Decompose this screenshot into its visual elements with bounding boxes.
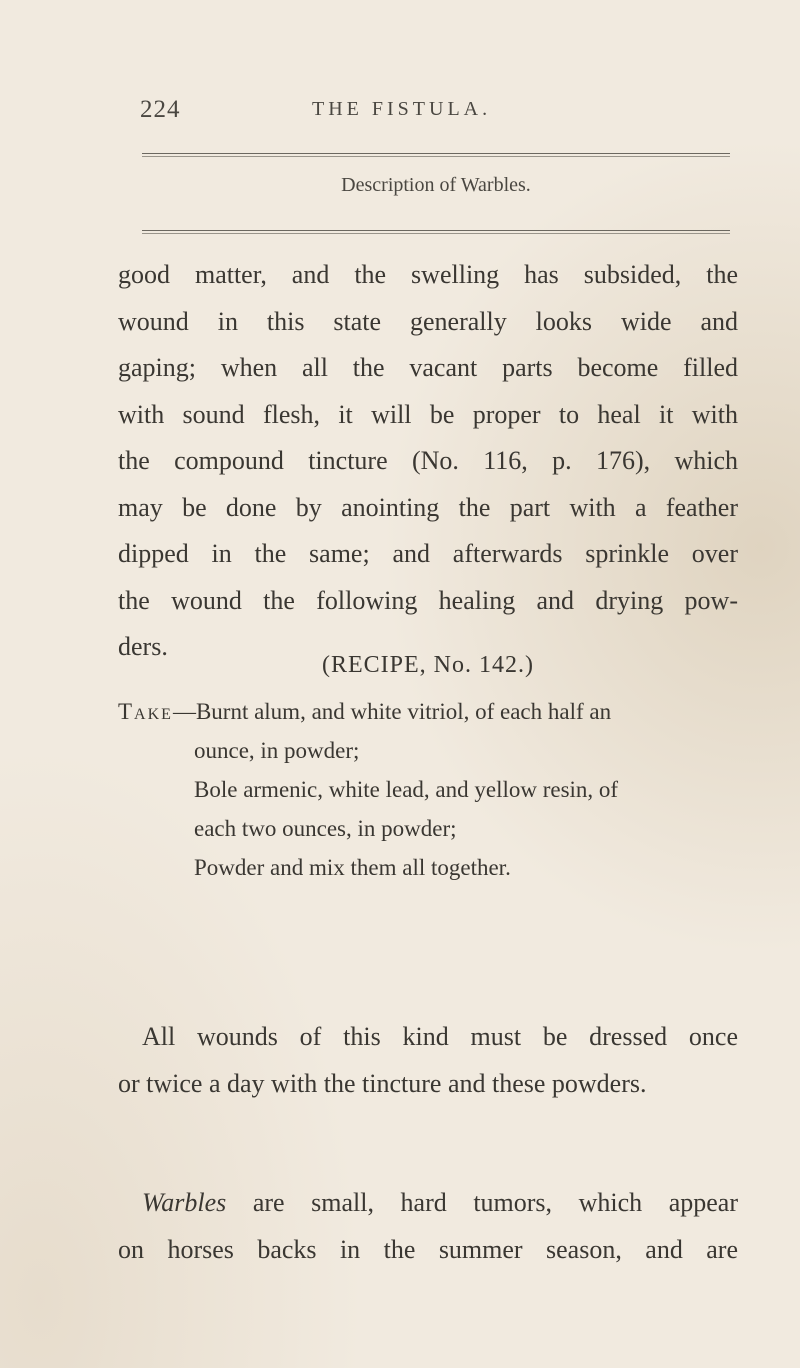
paragraph-1 [118, 252, 738, 671]
recipe-title: (RECIPE, No. 142.) [322, 652, 534, 678]
text-line-rest: are small, hard tumors, which appear [226, 1188, 738, 1217]
recipe-line [118, 692, 738, 731]
section-heading: Description of Warbles. [341, 174, 531, 196]
text-line [118, 1180, 738, 1227]
italic-term: Warbles [142, 1188, 227, 1217]
page-number: 224 [140, 96, 181, 123]
text-line: the wound the following healing and drying pow- [118, 585, 738, 615]
text-line: may be done by anointing the part with a feather [118, 492, 738, 522]
text-line: ders. [118, 632, 168, 661]
recipe-line: Bole armenic, white lead, and yellow resin, of [194, 777, 619, 802]
recipe-line: ounce, in powder; [194, 738, 360, 763]
text-line: the compound tincture (No. 116, p. 176), which [118, 446, 738, 475]
paragraph-2 [118, 1014, 738, 1107]
header-rule-bottom-thin [142, 233, 730, 234]
paragraph-3 [118, 1180, 738, 1273]
recipe-body [118, 692, 738, 887]
running-title: THE FISTULA. [312, 98, 492, 120]
header-rule-bottom [142, 230, 730, 231]
text-line: good matter, and the swelling has subsided, the [118, 260, 738, 289]
text-line: gaping; when all the vacant parts become filled [118, 353, 738, 382]
recipe-line-text: —Burnt alum, and white vitriol, of each half an [172, 699, 612, 724]
header-rule-top-thin [142, 156, 730, 157]
text-line: with sound flesh, it will be proper to heal it with [118, 399, 738, 429]
recipe-take-word: Take [118, 699, 173, 724]
text-line: All wounds of this kind must be dressed once [142, 1022, 738, 1051]
text-line: or twice a day with the tincture and these powders. [118, 1068, 647, 1098]
text-line: wound in this state generally looks wide and [118, 306, 738, 336]
recipe-line: each two ounces, in powder; [194, 816, 457, 841]
text-line: on horses backs in the summer season, and are [118, 1234, 738, 1264]
page-header [140, 96, 740, 136]
recipe-line: Powder and mix them all together. [194, 855, 511, 880]
header-rule-top [142, 153, 730, 154]
text-line: dipped in the same; and afterwards sprinkle over [118, 539, 738, 568]
